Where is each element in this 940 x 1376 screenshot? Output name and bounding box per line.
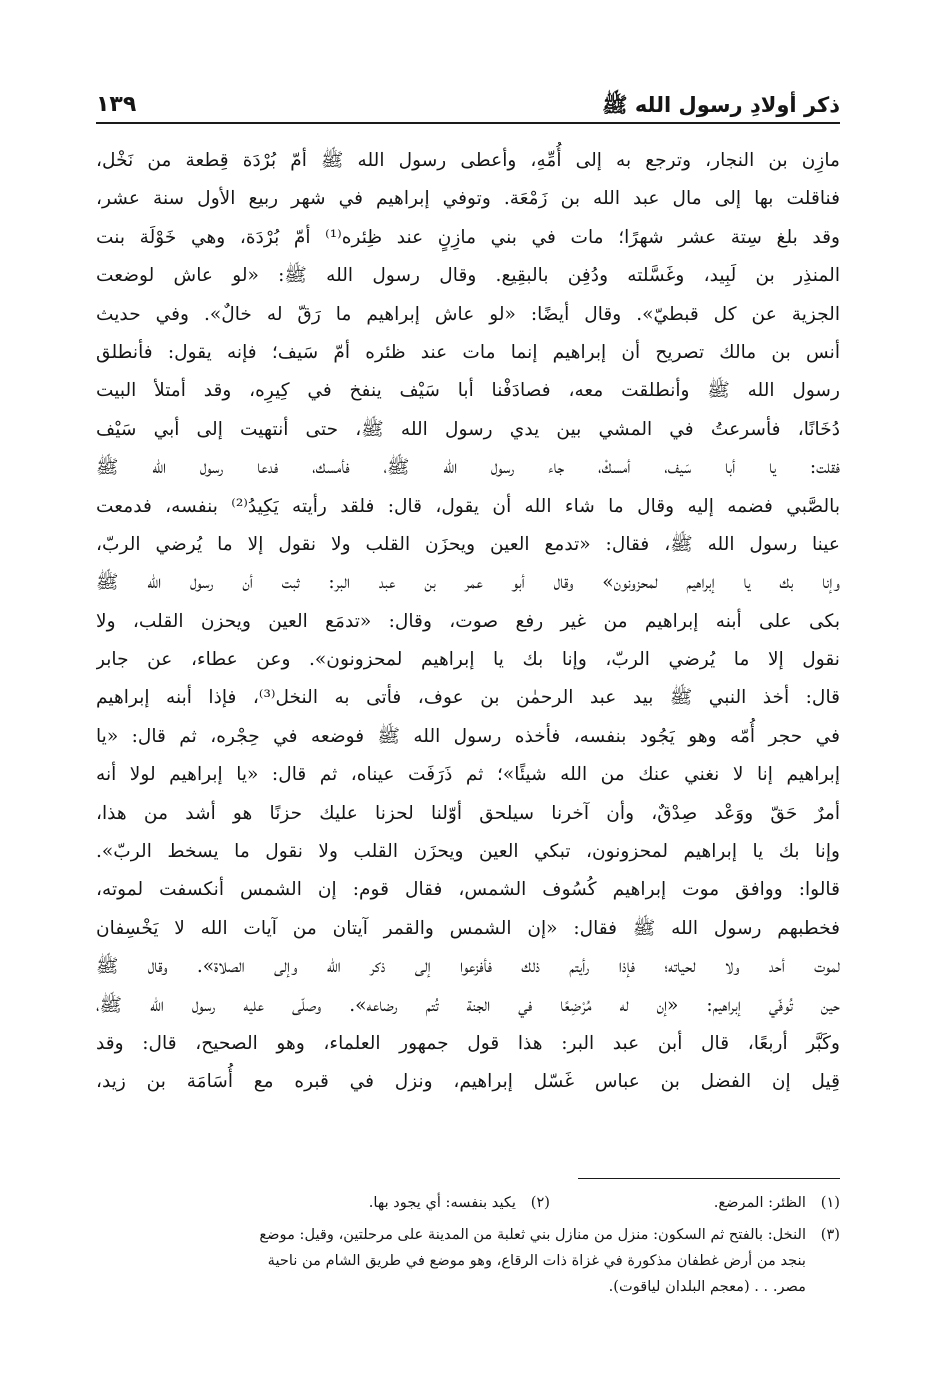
footnote-1-text: الظئر: المرضع. (713, 1194, 806, 1211)
book-page (96, 78, 840, 1338)
text-line: أمرٌ حَقّ ووَعْد صِدْقٌ، وأن آخرنا سيلحق أوّلنا لحزنا عليك حزنًا هو أشد من هذا، (96, 802, 840, 824)
text-line: فقلت: يا أبا سَيف، أمسكْ، جاء رسول الله ﷺ، فأمسك، فدعا رسول الله ﷺ (96, 457, 840, 479)
footnote-2 (260, 1190, 550, 1216)
text-line: المنذِر بن لَبِيد، وغَسَّلته ودُفِن بالبقِيع. وقال رسول الله ﷺ: «لو عاش لوضعت (96, 265, 840, 287)
text-line: دُخَانًا، فأسرعتُ في المشي بين يدي رسول الله ﷺ، حتى أنتهيت إلى أبي سَيْف (96, 418, 840, 440)
text-line: أنس بن مالك تصريح أن إبراهيم إنما مات عند ظئره أمّ سَيف؛ فإنه يقول: فأنطلق (96, 341, 840, 363)
text-line: فناقلت بها إلى مال عبد الله بن زَمْعَة. وتوفي إبراهيم في شهر ربيع الأول سنة عشر، (96, 188, 840, 210)
page-header (96, 86, 840, 124)
footnotes (96, 1190, 840, 1300)
text-line: وإنا بك يا إبراهيم لمحزونون» وقال أبو عمر بن عبد البر: ثبت أن رسول الله ﷺ (96, 572, 840, 594)
text-line: في حجر أُمّه وهو يَجُود بنفسه، فأخذه رسول الله ﷺ فوضعه في حِجْره، ثم قال: «يا (96, 725, 840, 747)
text-line: وإنا بك يا إبراهيم لمحزونون، تبكي العين ويحزَن القلب ولا نقول ما يسخط الربّ». (96, 841, 840, 863)
footnote-3-line: مصر. . . (معجم البلدان لياقوت). (608, 1278, 806, 1295)
text-line: وقد بلغ سِتة عشر شهرًا؛ مات في بني مازِنٍ عند ظِئره⁽¹⁾ أمّ بُرْدَة، وهي خَوْلَة بنت (96, 226, 840, 248)
text-line: حين تُوفّي إبراهيم: «إن له مُرْضِعًا في الجنة تُتم رضاعه». وصلّى عليه رسول الله ﷺ، (96, 994, 840, 1016)
footnote-separator (578, 1178, 840, 1179)
main-text (96, 142, 840, 1102)
footnote-pair (96, 1190, 840, 1216)
footnote-3-number: (٣) (820, 1226, 840, 1243)
text-line: مازِن بن النجار، وترجع به إلى أُمِّهِ، وأعطى رسول الله ﷺ أمّ بُرْدَة قِطعة من نَخْل، (96, 150, 840, 171)
footnote-1 (550, 1190, 840, 1216)
page-number: ١٣٩ (96, 92, 137, 117)
text-line: رسول الله ﷺ وأنطلقت معه، فصادَفْنا أبا سَيْف ينفخ في كِيرِه، وقد أمتلأ البيت (96, 380, 840, 402)
text-line: قِيل إن الفضل بن عباس غَسّل إبراهيم، ونزل في قبره مع أُسَامَة بن زيد، (96, 1071, 840, 1093)
text-line: فخطبهم رسول الله ﷺ فقال: «إن الشمس والقمر آيتان من آيات الله لا يَخْسِفان (96, 917, 840, 939)
footnote-3-line: النخل: بالفتح ثم السكون: منزل من منازل بني ثعلبة من المدينة على مرحلتين، وقيل: موضع (259, 1226, 806, 1243)
text-line: بالصَّبي فضمه إليه وقال ما شاء الله أن يقول، قال: فلقد رأيته يَكِيدُ⁽²⁾ بنفسه، فدمعت (96, 495, 840, 517)
text-line: وكَبَّر أربعًا، قال أبن عبد البر: هذا قول جمهور العلماء، وهو الصحيح، قال: وقد (96, 1032, 840, 1054)
footnote-3 (96, 1222, 840, 1248)
footnote-2-number: (٢) (530, 1194, 550, 1211)
footnote-2-text: يكيد بنفسه: أي يجود بها. (368, 1194, 516, 1211)
text-line: الجزية عن كل قبطيّ». وقال أيضًا: «لو عاش إبراهيم ما رَقّ له خالٌ». وفي حديث (96, 303, 840, 325)
text-line: لموت أحد ولا لحياته؛ فإذا رأيتم ذلك فأفزعوا إلى ذكر الله وإلى الصلاة». وقال ﷺ (96, 956, 840, 978)
text-line: نقول إلا ما يُرضي الربّ، وإنا بك يا إبراهيم لمحزونون». وعن عطاء، عن جابر (96, 649, 840, 671)
text-line: عينا رسول الله ﷺ، فقال: «تدمع العين ويحزَن القلب ولا نقول إلا ما يُرضي الربّ، (96, 533, 840, 555)
running-title: ذكر أولادِ رسول الله ﷺ (602, 93, 840, 117)
text-line: إبراهيم إنا لا نغني عنك من الله شيئًا»؛ ثم ذَرَفَت عيناه، ثم قال: «يا إبراهيم لولا أنه (96, 764, 840, 786)
text-line: قال: أخذ النبي ﷺ بيد عبد الرحمٰن بن عوف، فأتى به النخل⁽³⁾، فإذا أبنه إبراهيم (96, 687, 840, 709)
text-line: بكى على أبنه إبراهيم من غير رفع صوت، وقال: «تدمَع العين ويحزن القلب، ولا (96, 610, 840, 632)
footnote-1-number: (١) (820, 1194, 840, 1211)
footnote-3-line: بنجد من أرض غطفان مذكورة في غزاة ذات الرقاع، وهو موضع في طريق الشام من ناحية (267, 1252, 806, 1269)
text-line: قالوا: ووافق موت إبراهيم كُسُوف الشمس، فقال قوم: إن الشمس أنكسفت لموته، (96, 879, 840, 901)
